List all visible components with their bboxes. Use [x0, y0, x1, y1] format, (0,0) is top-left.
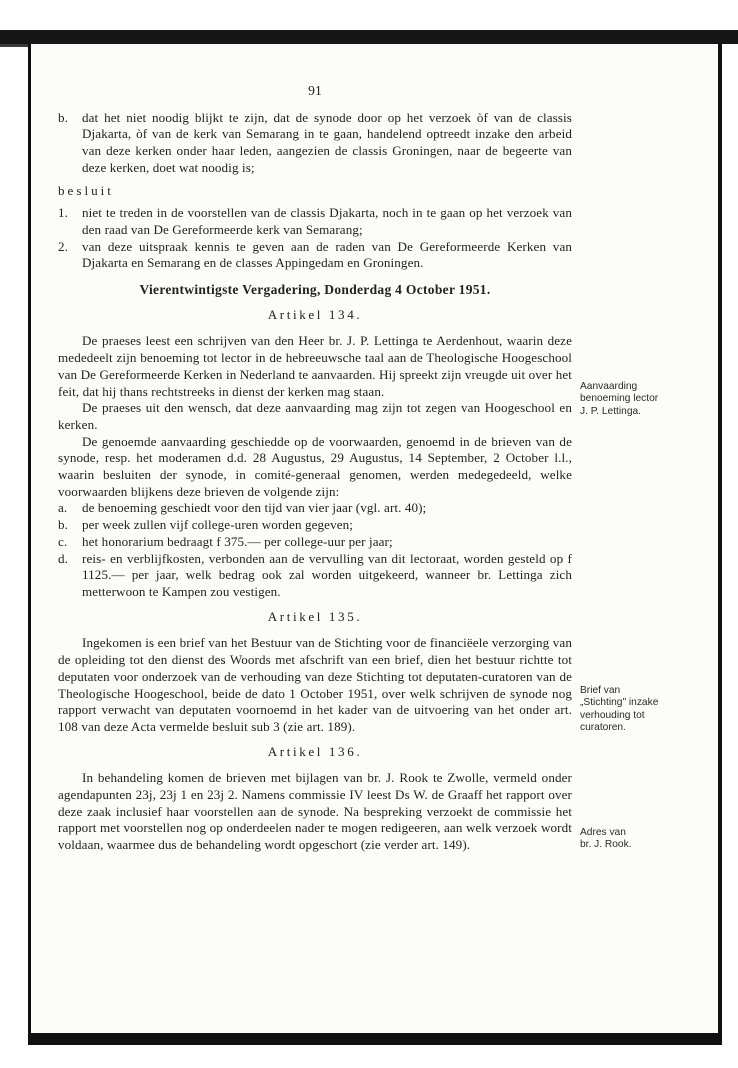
- margin-note-line: br. J. Rook.: [580, 839, 632, 851]
- margin-note-line: verhouding tot: [580, 709, 645, 721]
- article-135-paragraph: Ingekomen is een brief van het Bestuur van de Stichting voor de financiëele verzorging van de opleiding tot den dienst des Woords met afschrift van een brief, dien het bestuur richtte tot deputaten voor onderzoek van de verhouding van deze Stichting tot deputaten-curatoren van de Theologische Hoogeschool, beide de dato 1 October 1951, over welk schrijven de synode nog rapport verwacht van deputaten voornoemd in het kader van de uitvoering van het onder art. 108 van deze Acta vermelde besluit sub 3 (zie art. 189).: [58, 635, 572, 734]
- article-134-paragraph: De praeses uit den wensch, dat deze aanvaarding mag zijn tot zegen van Hoogeschool en kerken.: [58, 400, 572, 432]
- besluit-item: [58, 239, 572, 272]
- margin-note-line: benoeming lector: [580, 393, 659, 405]
- item-text: reis- en verblijfkosten, verbonden aan de vervulling van dit lectoraat, worden gesteld op f 1125.— per jaar, welk bedrag ook zal worden uitgekeerd, wanneer br. Lettinga zich metterwoon te Kampen zou vestigen.: [82, 550, 572, 599]
- margin-note-line: J. P. Lettinga.: [580, 405, 641, 417]
- margin-note-line: curatoren.: [580, 721, 626, 733]
- item-label: 2.: [58, 238, 69, 254]
- article-134-heading: Artikel 134.: [267, 306, 363, 322]
- item-text: niet te treden in de voorstellen van de classis Djakarta, noch in te gaan op het verzoek van den raad van De Gereformeerde kerk van Semarang;: [82, 205, 572, 237]
- scan-right-border: [718, 44, 722, 1036]
- margin-note-line: Brief van: [580, 685, 621, 696]
- item-text: per week zullen vijf college-uren worden gegeven;: [82, 517, 354, 533]
- besluit-label: besluit: [58, 182, 114, 198]
- scan-bottom-border: [28, 1033, 722, 1045]
- item-text: dat het niet noodig blijkt te zijn, dat de synode door op het verzoek òf van de classis Djakarta, òf van de kerk van Semarang in te gaan, handelend optreedt inzake den arbeid van deze kerken onder haar leden, aangezien de classis Groningen, naar de begeerte van deze kerken, doet wat noodig is;: [82, 109, 572, 175]
- item-label: c.: [58, 533, 68, 549]
- scan-corner-mark: [0, 44, 30, 47]
- margin-note-line: Aanvaarding: [580, 381, 638, 392]
- item-text: de benoeming geschiedt voor den tijd van vier jaar (vgl. art. 40);: [82, 500, 427, 516]
- scan-top-border: [0, 30, 738, 44]
- besluit-item: [58, 205, 572, 238]
- margin-note-line: Adres van: [580, 827, 626, 838]
- item-label: b.: [58, 517, 69, 533]
- article-134-paragraph: De praeses leest een schrijven van den Heer br. J. P. Lettinga te Aerdenhout, waarin deze mededeelt zijn benoeming tot lector in de hebreeuwsche taal aan de Theologische Hoogeschool van De Gereformeerde Kerken in Nederland te aanvaarden. Hij spreekt zijn vreugde uit over het feit, dat hij thans rechtstreeks in dienst der kerken mag staan.: [58, 333, 572, 399]
- item-label: a.: [58, 500, 68, 516]
- meeting-heading: Vierentwintigste Vergadering, Donderdag 4 October 1951.: [139, 282, 491, 298]
- condition-item: [58, 500, 572, 517]
- condition-item: [58, 517, 572, 534]
- item-label: d.: [58, 550, 69, 566]
- item-label: b.: [58, 109, 69, 125]
- intro-item: [58, 110, 572, 177]
- margin-note-line: „Stichting" inzake: [580, 697, 659, 709]
- item-text: het honorarium bedraagt f 375.— per college-uur per jaar;: [82, 533, 393, 549]
- document-body: [58, 83, 572, 854]
- page-number: 91: [308, 83, 322, 98]
- article-136-heading: Artikel 136.: [267, 743, 363, 759]
- article-136-paragraph: In behandeling komen de brieven met bijlagen van br. J. Rook te Zwolle, vermeld onder agendapunten 23j, 23j 1 en 23j 2. Namens commissie IV leest Ds W. de Graaff het rapport over deze zaak inclusief haar voorstellen aan de synode. Na bespreking verzoekt de commissie het rapport met voorstellen nog op onderdeelen nader te mogen redigeeren, aan welk verzoek wordt voldaan, waarmee dus de behandeling wordt opgeschort (zie verder art. 149).: [58, 770, 572, 853]
- article-134-paragraph: De genoemde aanvaarding geschiedde op de voorwaarden, genoemd in de brieven van de synode, resp. het moderamen d.d. 28 Augustus, 29 Augustus, 14 September, 2 October l.l., waarin besluiten der synode, in comité-generaal genomen, werden medegedeeld, welke voorwaarden blijkens deze brieven de volgende zijn:: [58, 433, 572, 499]
- condition-item: [58, 551, 572, 601]
- margin-note-article-136: [580, 827, 710, 852]
- item-text: van deze uitspraak kennis te geven aan de raden van De Gereformeerde Kerken van Djakarta en Semarang en de classes Appingedam en Groningen.: [82, 238, 572, 271]
- item-label: 1.: [58, 205, 69, 221]
- margin-note-article-135: [580, 685, 710, 734]
- condition-item: [58, 534, 572, 551]
- margin-note-article-134: [580, 381, 710, 418]
- article-135-heading: Artikel 135.: [267, 608, 363, 624]
